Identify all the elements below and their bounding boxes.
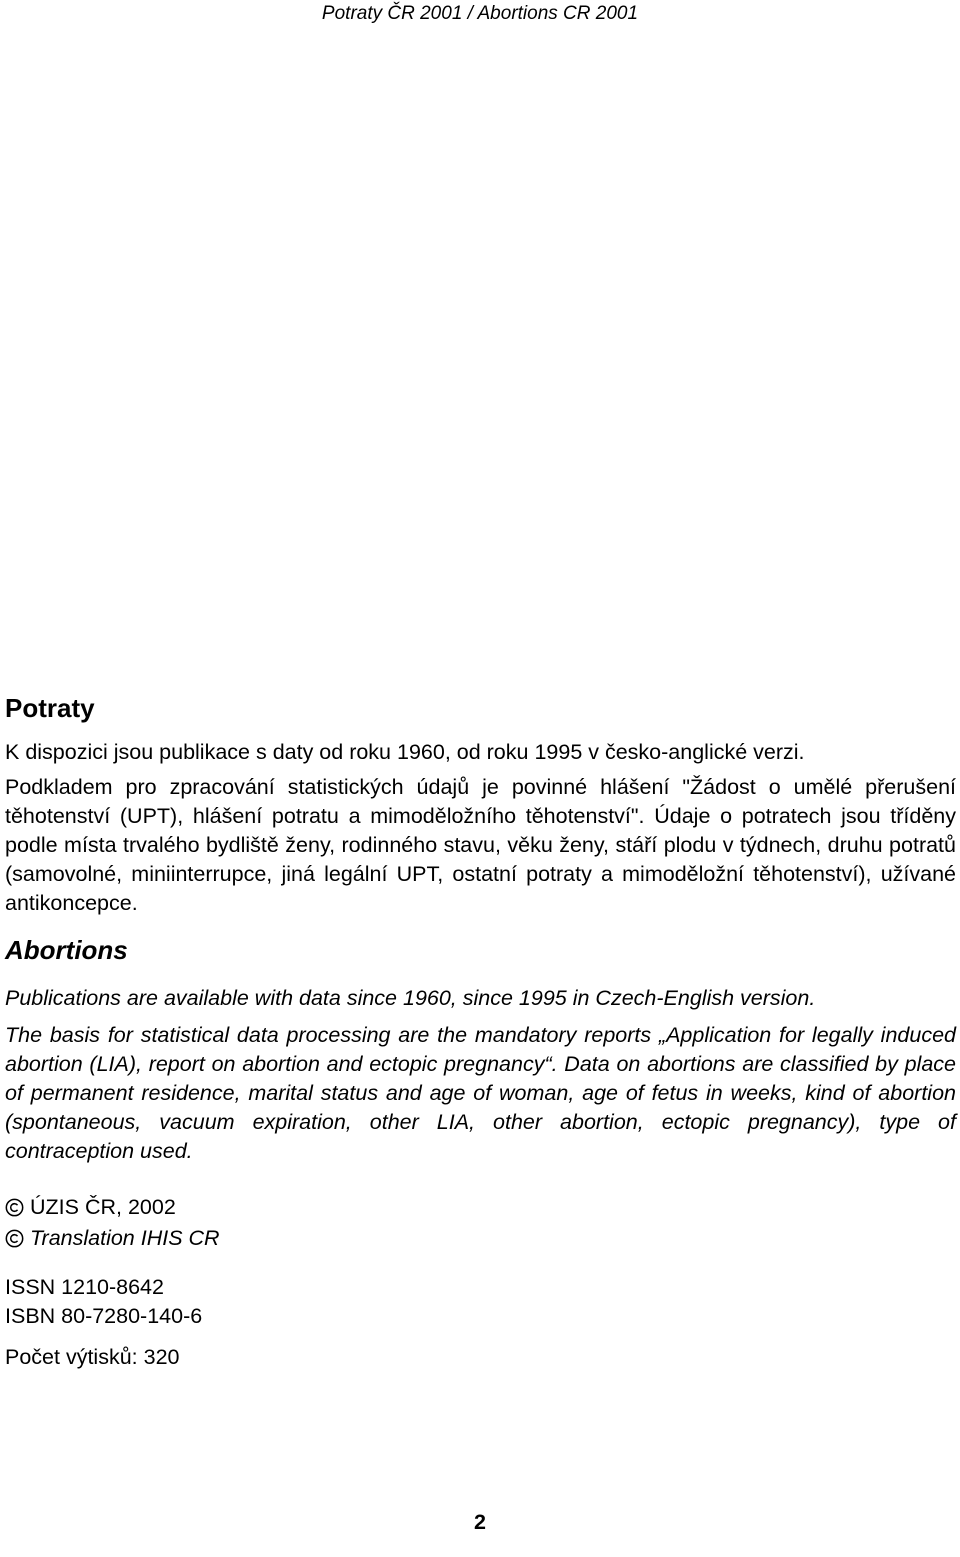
page-number: 2 bbox=[474, 1510, 486, 1534]
copyright-translation-text: Translation IHIS CR bbox=[30, 1226, 220, 1250]
copyright-translation-line bbox=[5, 1223, 956, 1254]
english-availability-text: Publications are available with data since 1960, since 1995 in Czech-English version. bbox=[5, 986, 816, 1010]
czech-basis-paragraph: Podkladem pro zpracování statistických údajů je povinné hlášení "Žádost o umělé přerušení těhotenství (UPT), hlášení potratu a mimoděložního těhotenství". Údaje o potratech jsou tříděny podle místa trvalého bydliště ženy, rodinného stavu, věku ženy, stáří plodu v týdnech, druhu potratů (samovolné, miniinterrupce, jiná legální UPT, ostatní potraty a mimoděložní těhotenství), užívané antikoncepce. bbox=[5, 775, 956, 915]
isbn-text: ISBN 80-7280-140-6 bbox=[5, 1304, 203, 1328]
english-heading: Abortions bbox=[5, 935, 128, 965]
copyright-icon bbox=[5, 1229, 24, 1248]
identifiers-block bbox=[5, 1273, 956, 1331]
copyright-uzis-line bbox=[5, 1192, 956, 1223]
copyright-uzis-text: ÚZIS ČR, 2002 bbox=[30, 1195, 176, 1219]
running-header: Potraty ČR 2001 / Abortions CR 2001 bbox=[321, 3, 639, 24]
czech-heading: Potraty bbox=[5, 693, 95, 723]
issn-text: ISSN 1210-8642 bbox=[5, 1275, 164, 1299]
english-basis-paragraph: The basis for statistical data processing are the mandatory reports „Application for legally induced abortion (LIA), report on abortion and ectopic pregnancy“. Data on abortions are classified by place of permanent residence, marital status and age of woman, age of fetus in weeks, kind of abortion (spontaneous, vacuum expiration, other LIA, other abortion, ectopic pregnancy), type of contraception used. bbox=[5, 1023, 956, 1163]
czech-availability-text: K dispozici jsou publikace s daty od roku 1960, od roku 1995 v česko-anglické verzi. bbox=[5, 740, 805, 764]
copyright-icon bbox=[5, 1198, 24, 1217]
main-content bbox=[5, 690, 956, 1372]
print-run-text: Počet výtisků: 320 bbox=[5, 1345, 180, 1369]
copyright-block bbox=[5, 1192, 956, 1254]
